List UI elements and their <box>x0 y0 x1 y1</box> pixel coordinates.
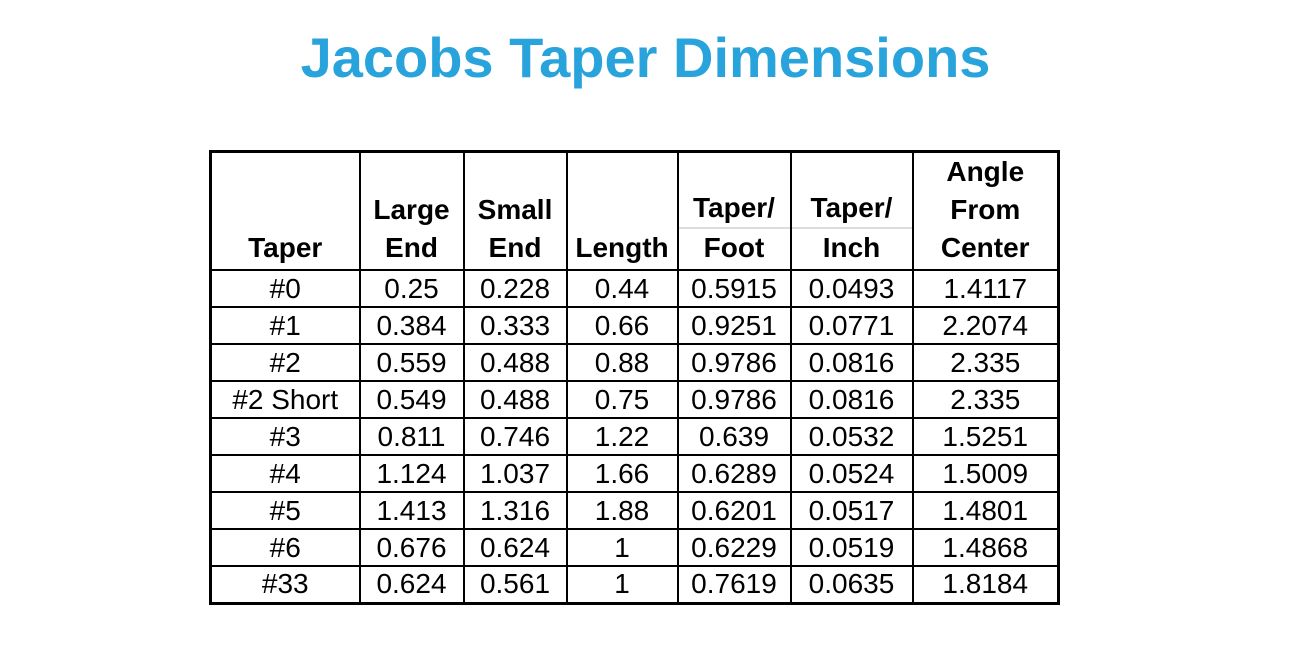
table-row <box>211 492 1059 529</box>
table-cell: 0.0524 <box>791 455 913 492</box>
table-cell: 0.0771 <box>791 307 913 344</box>
table-cell: 0.66 <box>567 307 678 344</box>
table-cell: #5 <box>211 492 360 529</box>
header-label: Foot <box>703 232 765 263</box>
header-label: Taper <box>248 232 323 263</box>
table-cell: #3 <box>211 418 360 455</box>
table-cell: 0.88 <box>567 344 678 381</box>
table-cell: 0.0816 <box>791 344 913 381</box>
table-cell: 1.8184 <box>913 566 1059 603</box>
table-header <box>211 152 1059 271</box>
table-cell: 0.6201 <box>678 492 791 529</box>
table-cell: 1.5251 <box>913 418 1059 455</box>
header-label: Inch <box>822 232 881 263</box>
table-cell: 1 <box>567 566 678 603</box>
table-row <box>211 418 1059 455</box>
header-label: Center <box>940 232 1030 263</box>
table-cell: #33 <box>211 566 360 603</box>
header-label: Length <box>575 232 669 263</box>
table-cell: 0.5915 <box>678 270 791 307</box>
table-cell: 0.6229 <box>678 529 791 566</box>
table-row <box>211 381 1059 418</box>
table-cell: 0.25 <box>360 270 464 307</box>
table-cell: 1.88 <box>567 492 678 529</box>
column-header-angle-from-center <box>913 152 1059 271</box>
table-cell: #2 <box>211 344 360 381</box>
header-label: From <box>950 194 1021 225</box>
table-cell: 0.75 <box>567 381 678 418</box>
table-body <box>211 270 1059 603</box>
table-cell: 0.9786 <box>678 344 791 381</box>
table-cell: 0.624 <box>464 529 567 566</box>
table-cell: 0.811 <box>360 418 464 455</box>
table-cell: 2.335 <box>913 344 1059 381</box>
table-cell: 1.4801 <box>913 492 1059 529</box>
table-cell: 0.333 <box>464 307 567 344</box>
table-cell: 1.5009 <box>913 455 1059 492</box>
column-header-taper-foot <box>678 152 791 271</box>
table-row <box>211 344 1059 381</box>
table-cell: #4 <box>211 455 360 492</box>
column-header-small-end <box>464 152 567 271</box>
table-cell: 2.2074 <box>913 307 1059 344</box>
table-cell: 1.4868 <box>913 529 1059 566</box>
table-cell: 0.0816 <box>791 381 913 418</box>
table-row <box>211 566 1059 603</box>
table-cell: #0 <box>211 270 360 307</box>
table-cell: 1.413 <box>360 492 464 529</box>
table-cell: 0.0532 <box>791 418 913 455</box>
column-header-taper <box>211 152 360 271</box>
table-cell: 2.335 <box>913 381 1059 418</box>
table-cell: 0.0517 <box>791 492 913 529</box>
table-cell: 0.44 <box>567 270 678 307</box>
table-cell: 0.0635 <box>791 566 913 603</box>
header-label: Taper/ <box>679 189 790 229</box>
table-cell: 0.228 <box>464 270 567 307</box>
table-cell: 0.624 <box>360 566 464 603</box>
table-cell: 0.488 <box>464 344 567 381</box>
table-cell: 1.4117 <box>913 270 1059 307</box>
header-row <box>211 152 1059 271</box>
table-cell: 1.316 <box>464 492 567 529</box>
table-row <box>211 529 1059 566</box>
table-cell: 1.66 <box>567 455 678 492</box>
header-label: End <box>385 232 438 263</box>
header-label: Small <box>477 194 553 225</box>
table-cell: 1.037 <box>464 455 567 492</box>
table-row <box>211 307 1059 344</box>
column-header-length <box>567 152 678 271</box>
table-cell: 0.384 <box>360 307 464 344</box>
table-cell: 0.639 <box>678 418 791 455</box>
table-row <box>211 270 1059 307</box>
header-label: End <box>488 232 542 263</box>
header-label: Large <box>373 194 450 225</box>
table-cell: 0.488 <box>464 381 567 418</box>
table-cell: 0.561 <box>464 566 567 603</box>
table-row <box>211 455 1059 492</box>
table-cell: 0.746 <box>464 418 567 455</box>
header-label: Angle <box>946 156 1025 187</box>
table-cell: 0.0519 <box>791 529 913 566</box>
table-cell: 0.6289 <box>678 455 791 492</box>
table-cell: 0.9251 <box>678 307 791 344</box>
table-cell: #2 Short <box>211 381 360 418</box>
table-cell: 1 <box>567 529 678 566</box>
table-cell: #6 <box>211 529 360 566</box>
header-label: Taper/ <box>792 189 912 229</box>
table-cell: 0.9786 <box>678 381 791 418</box>
table-cell: 1.124 <box>360 455 464 492</box>
column-header-large-end <box>360 152 464 271</box>
page-title: Jacobs Taper Dimensions <box>300 26 991 89</box>
table-cell: 0.549 <box>360 381 464 418</box>
column-header-taper-inch <box>791 152 913 271</box>
table-cell: 1.22 <box>567 418 678 455</box>
table-cell: 0.676 <box>360 529 464 566</box>
table-cell: 0.7619 <box>678 566 791 603</box>
taper-dimensions-table <box>209 150 1060 605</box>
table-cell: 0.0493 <box>791 270 913 307</box>
table-cell: 0.559 <box>360 344 464 381</box>
table-cell: #1 <box>211 307 360 344</box>
